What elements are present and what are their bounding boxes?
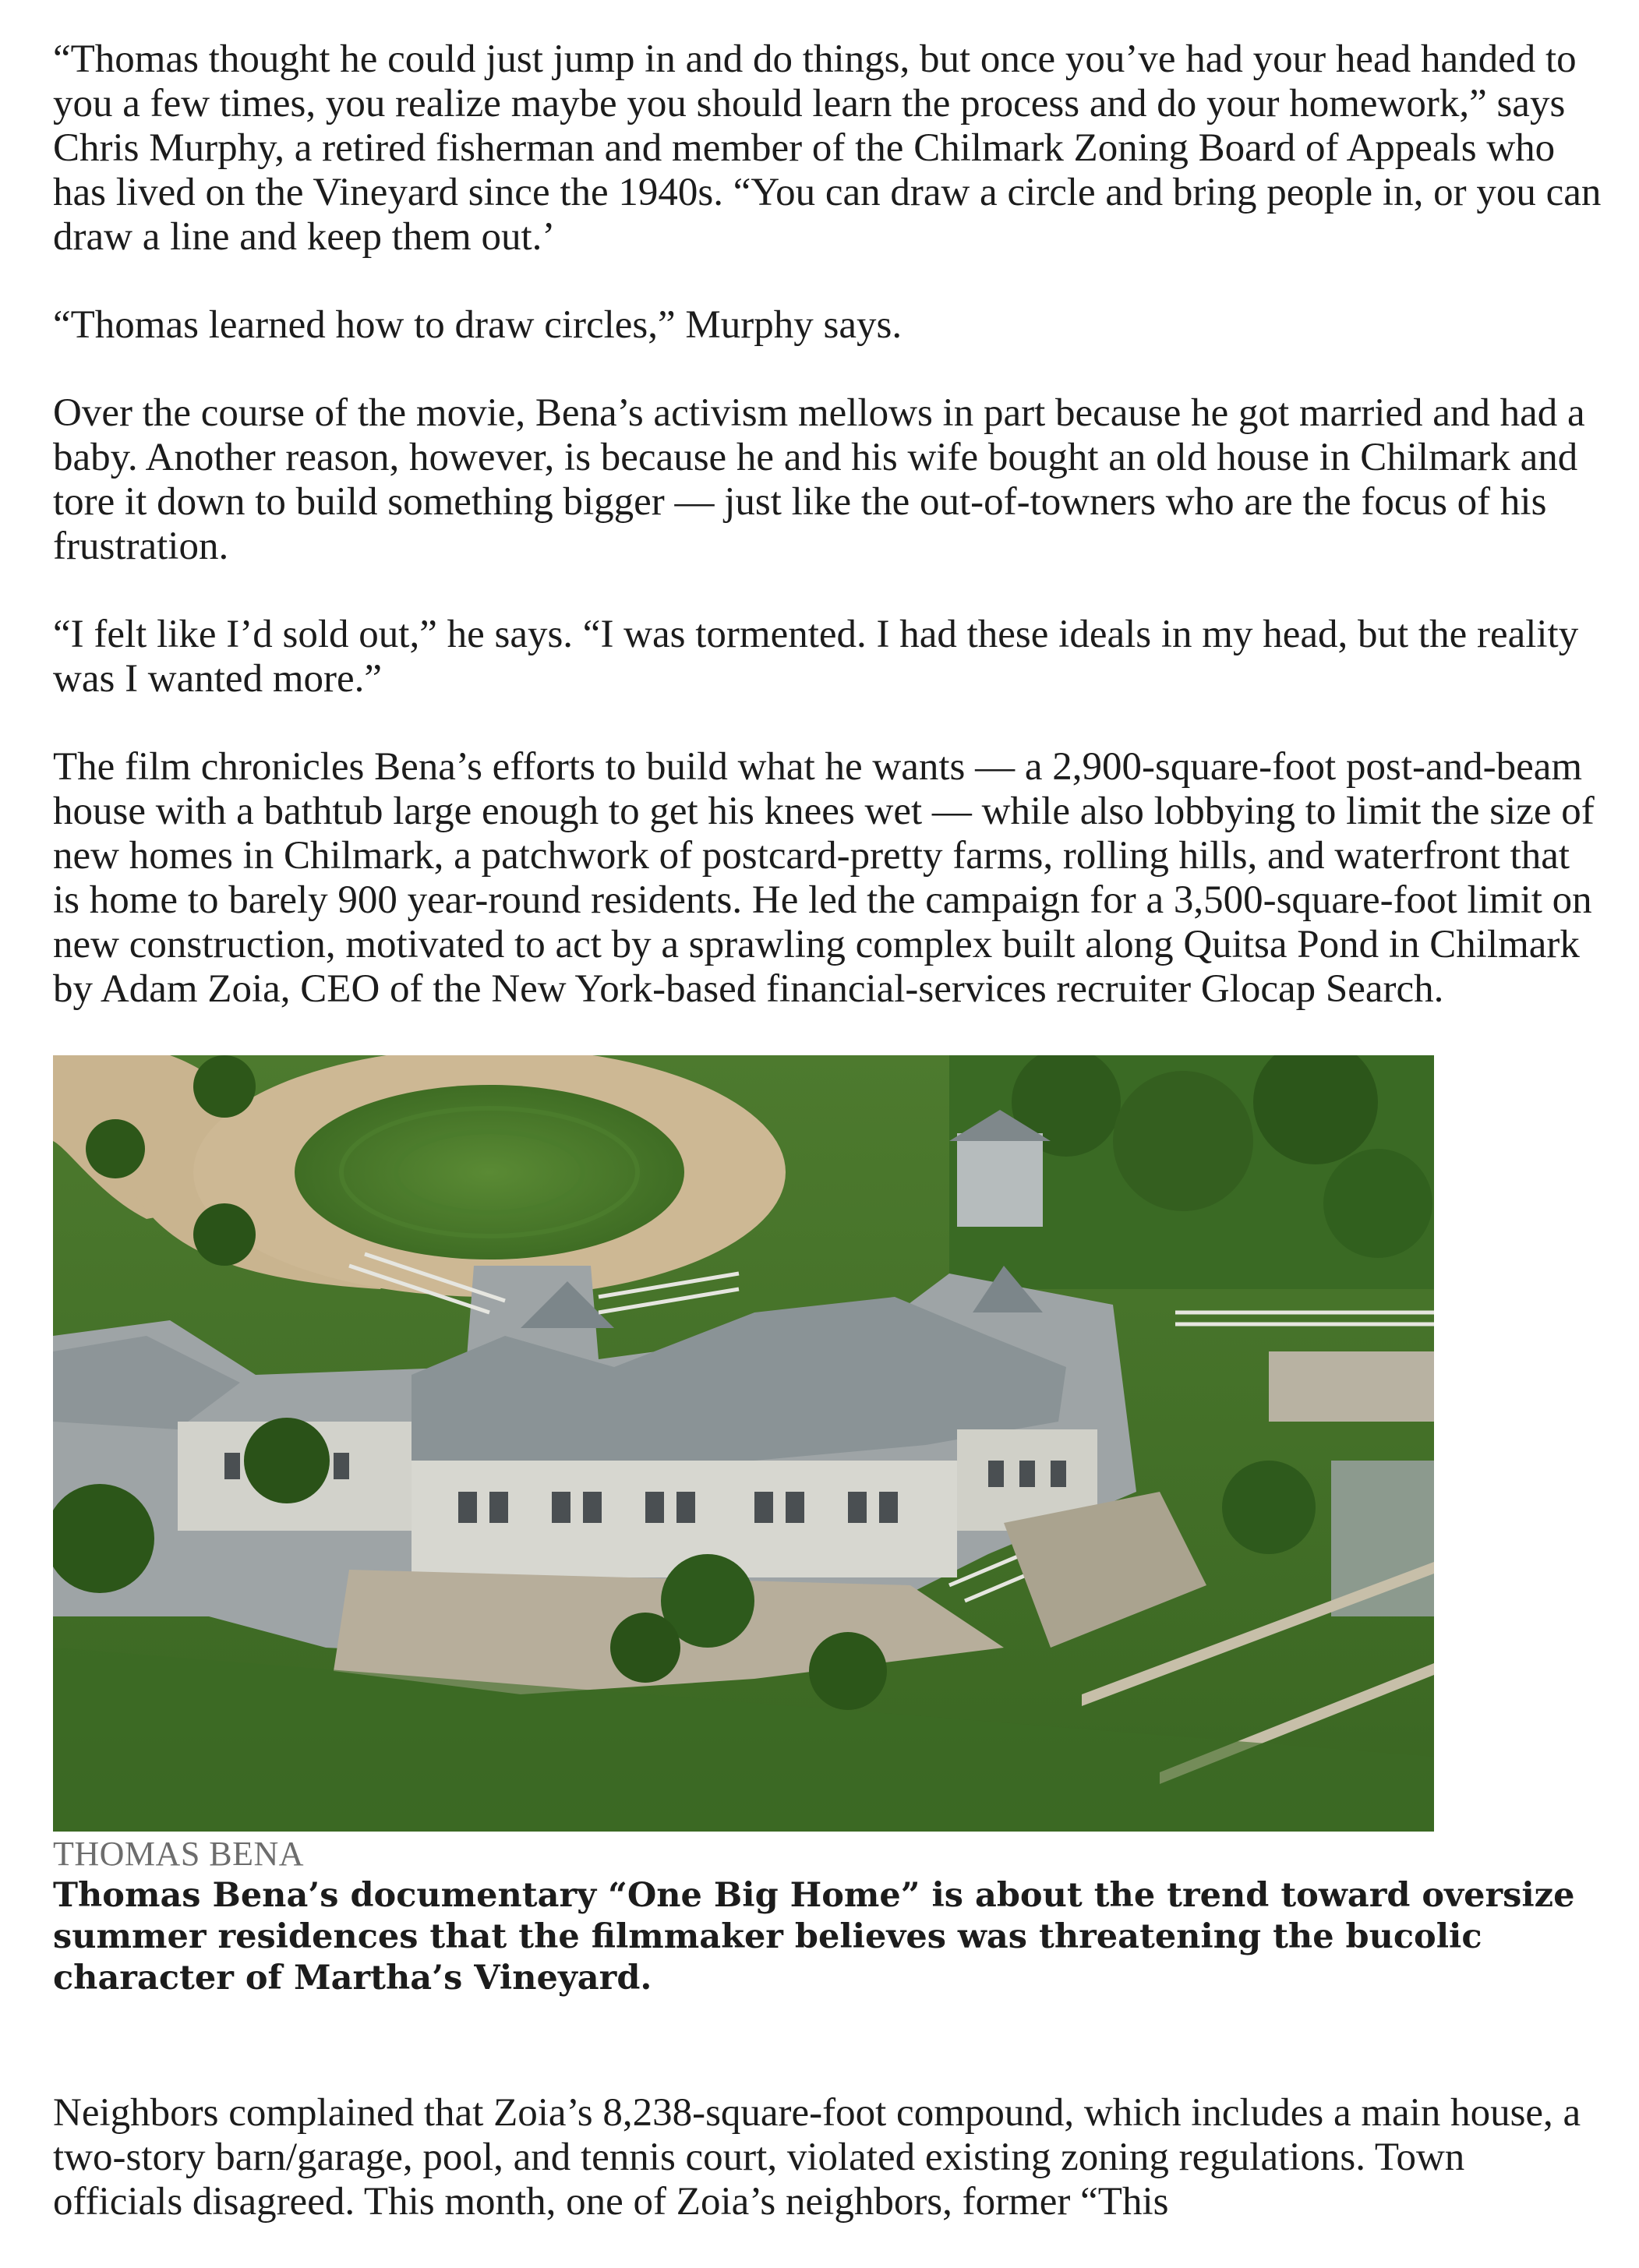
paragraph-neighbors-complained: Neighbors complained that Zoia’s 8,238-square-foot compound, which includes a main house, a two-story barn/garage, pool, and tennis court, violated existing zoning regulations. Town officials disagreed. This month, one of Zoia’s neighbors, former “This [53,2091,1581,2224]
article-figure [53,1055,1434,1874]
paragraph-sold-out-quote: “I felt like I’d sold out,” he says. “I was tormented. I had these ideals in my head, but the reality was I wanted more.” [53,613,1579,701]
photo-credit: THOMAS BENA [53,1835,305,1873]
paragraph-film-chronicles: The film chronicles Bena’s efforts to build what he wants — a 2,900-square-foot post-and-beam house with a bathtub large enough to get his knees wet — while also lobbying to limit the size of new homes in Chilmark, a patchwork of postcard-pretty farms, rolling hills, and waterfront that is home to barely 900 year-round residents. He led the campaign for a 3,500-square-foot limit on new construction, motivated to act by a sprawling complex built along Quitsa Pond in Chilmark by Adam Zoia, CEO of the New York-based financial-services recruiter Glocap Search. [53,745,1595,1011]
photo-caption: Thomas Bena’s documentary “One Big Home” is about the trend toward oversize summer residences that the filmmaker believes was threatening the bucolic character of Martha’s Vineyard. [53,1876,1575,1998]
article-body [53,37,1604,2268]
paragraph-activism-mellows: Over the course of the movie, Bena’s activism mellows in part because he got married and had a baby. Another reason, however, is because he and his wife bought an old house in Chilmark and tore it down to build something bigger — just like the out-of-towners who are the focus of his frustration. [53,391,1585,568]
aerial-photo-estate [53,1055,1434,1832]
paragraph-murphy-quote: “Thomas thought he could just jump in and do things, but once you’ve had your head handed to you a few times, you realize maybe you should learn the process and do your homework,” says Chris Murphy, a retired fisherman and member of the Chilmark Zoning Board of Appeals who has lived on the Vineyard since the 1940s. “You can draw a circle and bring people in, or you can draw a line and keep them out.’ [53,37,1602,259]
paragraph-draw-circles: “Thomas learned how to draw circles,” Murphy says. [53,303,903,347]
